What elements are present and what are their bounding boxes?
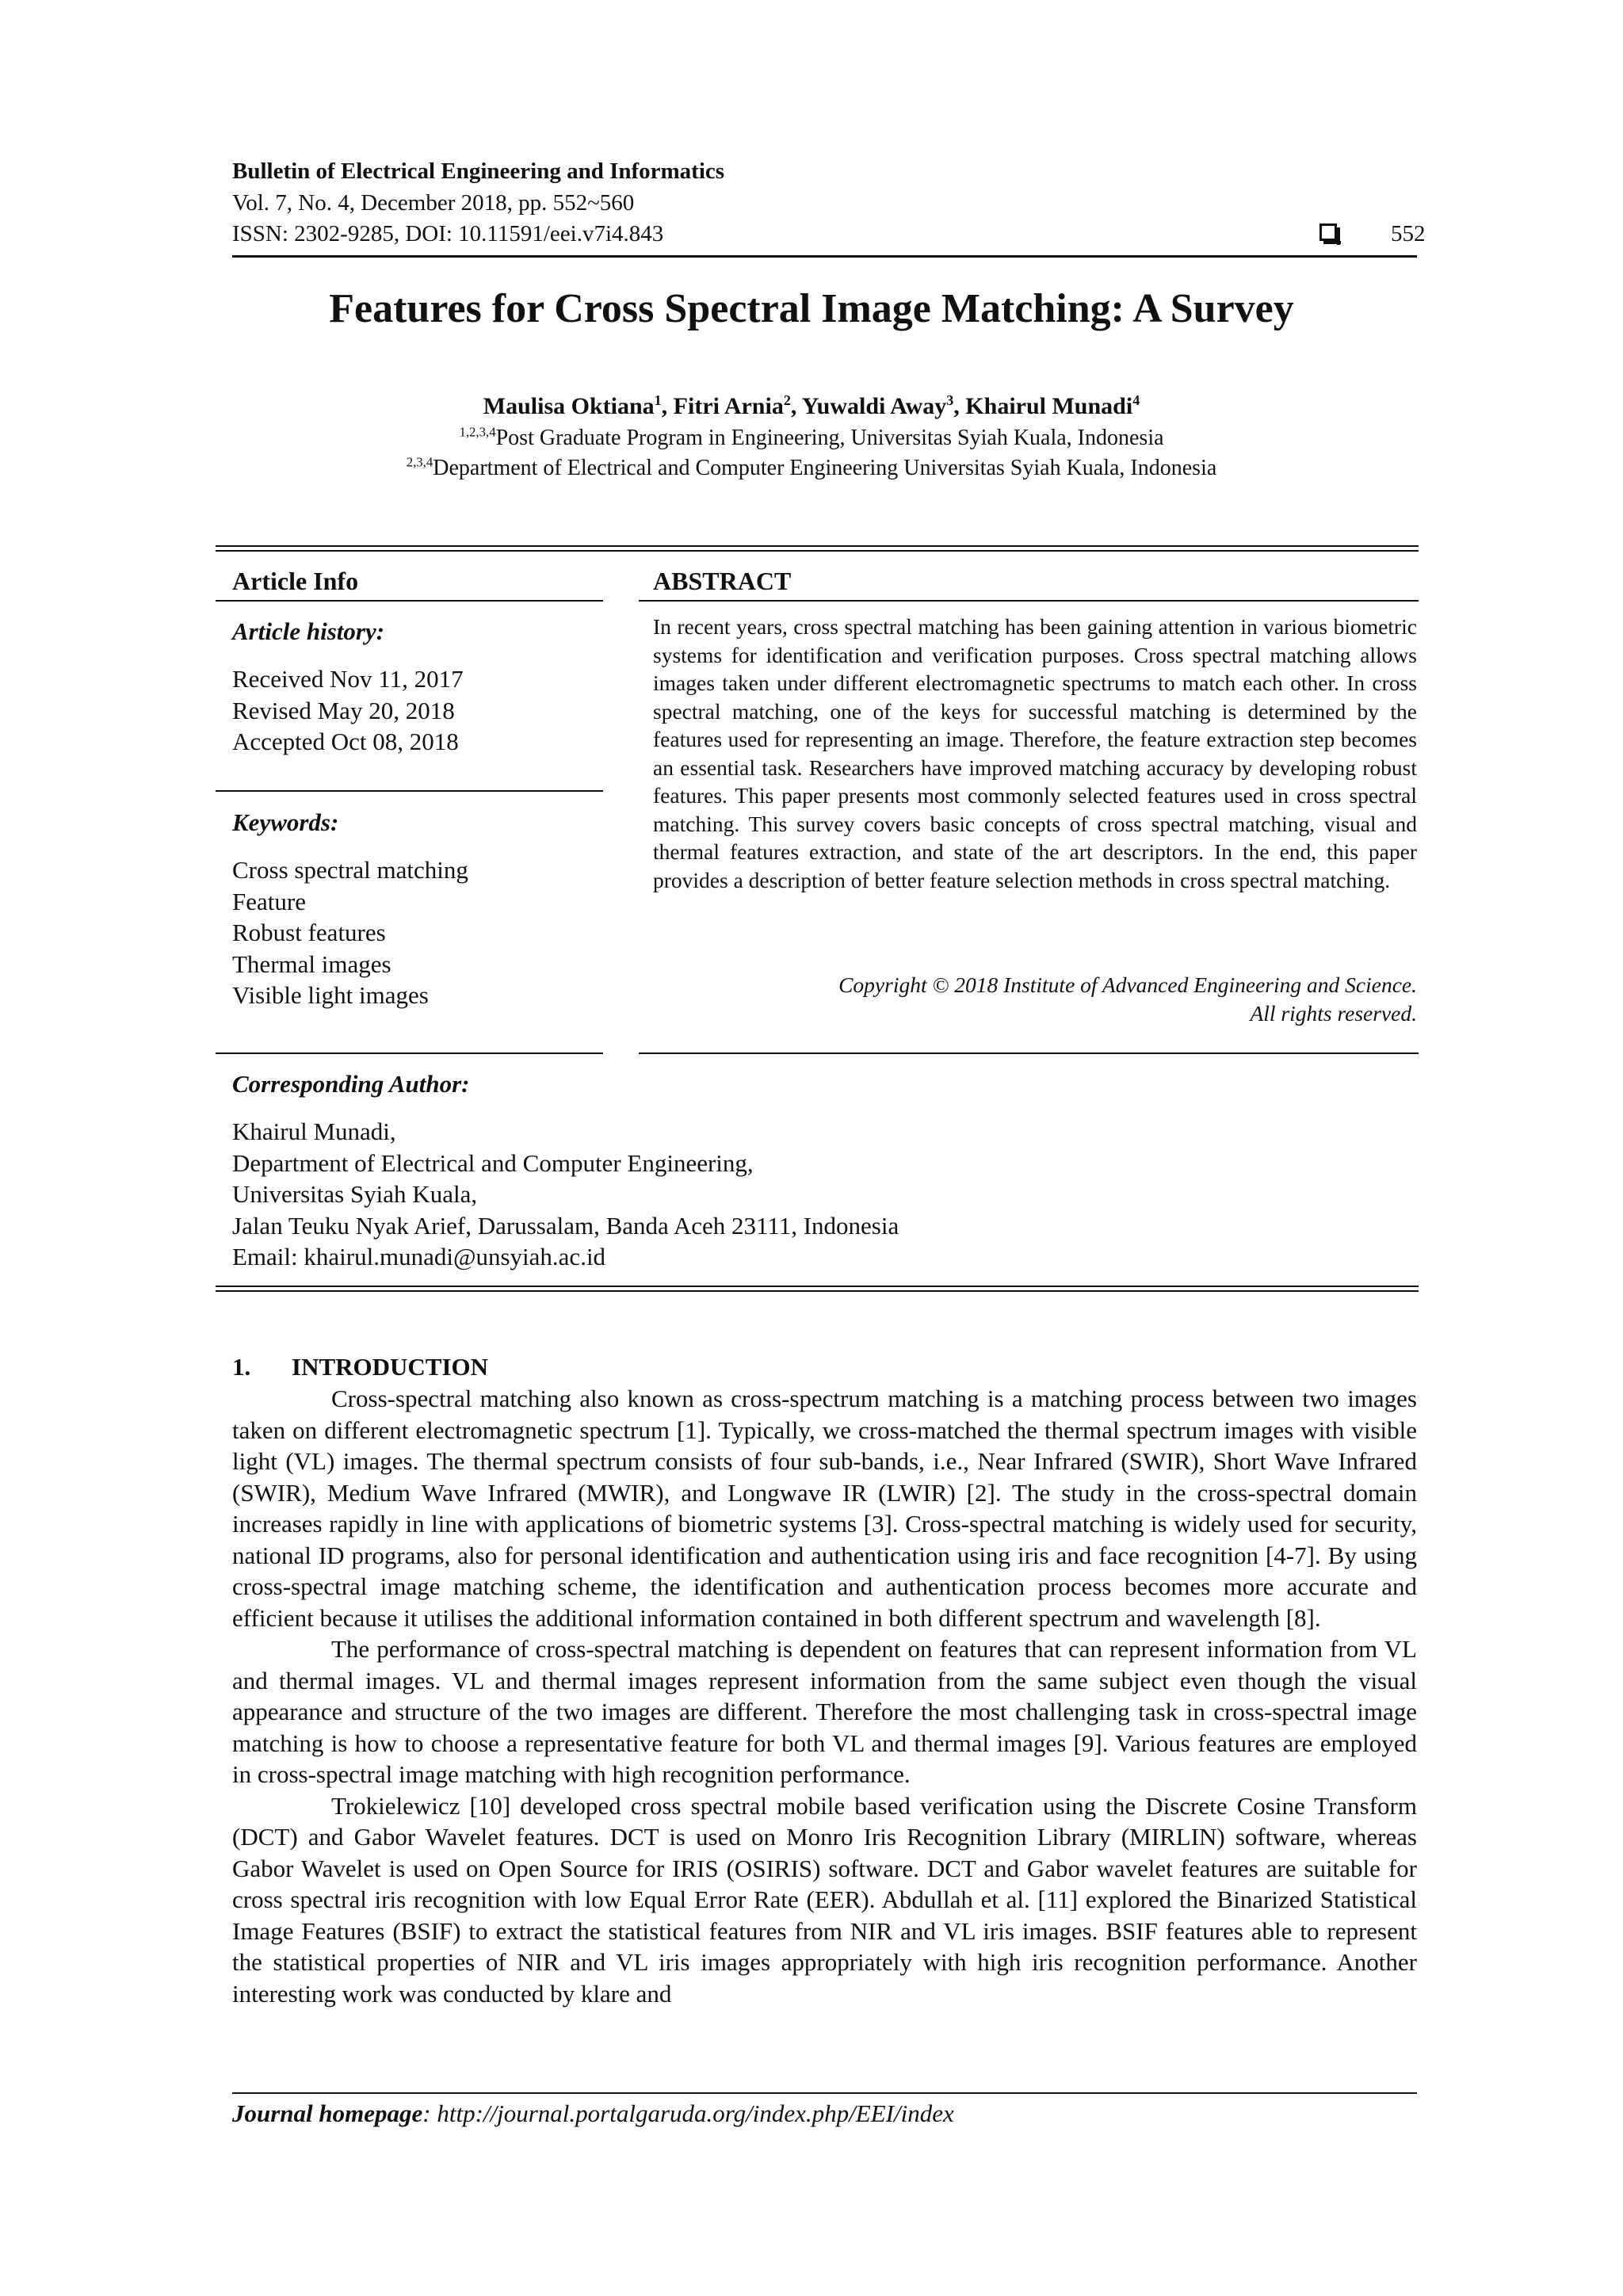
corresponding-line: Universitas Syiah Kuala, xyxy=(232,1180,478,1208)
info-box-top-rule xyxy=(216,550,1419,552)
affiliation xyxy=(0,423,1623,453)
paragraph: The performance of cross-spectral matching is dependent on features that can represent information from VL and thermal images. VL and thermal images represent information from the same subject even though the visual appearance and structure of the two images are different. Therefore the most challenging task in cross-spectral image matching is how to choose a representative feature for both VL and thermal images [9]. Various features are employed in cross-spectral image matching with high recognition performance. xyxy=(232,1635,1417,1788)
corresponding-line: Department of Electrical and Computer Engineering, xyxy=(232,1148,754,1177)
article-info-bottom-rule xyxy=(216,1052,603,1054)
info-box-top-rule xyxy=(216,545,1419,547)
keywords-rule xyxy=(216,790,603,792)
keyword: Robust features xyxy=(232,919,386,946)
article-history-heading: Article history: xyxy=(232,617,385,645)
abstract-bottom-rule xyxy=(639,1052,1419,1054)
copyright-notice xyxy=(653,971,1417,1027)
history-item: Received Nov 11, 2017 xyxy=(232,665,464,693)
corresponding-details xyxy=(232,1116,899,1273)
section-title: INTRODUCTION xyxy=(292,1353,489,1381)
journal-name: Bulletin of Electrical Engineering and Informatics xyxy=(232,159,725,184)
keyword: Visible light images xyxy=(232,981,429,1009)
article-info-rule xyxy=(216,600,603,602)
author: Khairul Munadi xyxy=(965,393,1133,419)
author-sup: 4 xyxy=(1132,392,1140,408)
keyword: Cross spectral matching xyxy=(232,856,468,884)
affiliation-text: Department of Electrical and Computer Engineering Universitas Syiah Kuala, Indonesia xyxy=(433,456,1217,480)
copyright-line: All rights reserved. xyxy=(1250,1000,1417,1026)
author-sup: 3 xyxy=(946,392,954,408)
corresponding-line: Khairul Munadi, xyxy=(232,1117,396,1145)
homepage-label: Journal homepage xyxy=(232,2099,423,2127)
article-history xyxy=(232,663,464,758)
introduction-body xyxy=(232,1383,1417,2009)
corresponding-line: Jalan Teuku Nyak Arief, Darussalam, Banda Aceh 23111, Indonesia xyxy=(232,1211,899,1240)
info-box-bottom-rule xyxy=(216,1286,1419,1287)
author-sup: 1 xyxy=(654,392,662,408)
paragraph: Cross-spectral matching also known as cross-spectrum matching is a matching process between two images taken on different electromagnetic spectrum [1]. Typically, we cross-matched the thermal spectrum images with visible light (VL) images. The thermal spectrum consists of four sub-bands, i.e., Near Infrared (SWIR), Short Wave Infrared (SWIR), Medium Wave Infrared (MWIR), and Longwave IR (LWIR) [2]. The study in the cross-spectral domain increases rapidly in line with applications of biometric systems [3]. Cross-spectral matching is widely used for security, national ID programs, also for personal identification and authentication using iris and face recognition [4-7]. By using cross-spectral image matching scheme, the identification and authentication process becomes more accurate and efficient because it utilises the additional information contained in both different spectrum and wavelength [8]. xyxy=(232,1385,1417,1632)
author: Yuwaldi Away xyxy=(801,393,947,419)
journal-homepage xyxy=(232,2098,954,2130)
info-box-bottom-rule xyxy=(216,1290,1419,1292)
corresponding-heading: Corresponding Author: xyxy=(232,1070,470,1098)
corresponding-line: Email: khairul.munadi@unsyiah.ac.id xyxy=(232,1243,606,1270)
keyword: Feature xyxy=(232,887,306,915)
keyword: Thermal images xyxy=(232,949,391,978)
keywords-heading: Keywords: xyxy=(232,808,339,836)
journal-issn: ISSN: 2302-9285, DOI: 10.11591/eei.v7i4.843 xyxy=(232,221,664,246)
affiliation-text: Post Graduate Program in Engineering, Universitas Syiah Kuala, Indonesia xyxy=(495,426,1164,450)
author-sup: 2 xyxy=(783,392,791,408)
section-number: 1. xyxy=(232,1353,251,1381)
header-rule xyxy=(232,255,1417,258)
author: Maulisa Oktiana xyxy=(483,393,655,419)
author-list: Maulisa Oktiana$^1$, Fitri Arnia$^2$, Yuwaldi Away$^3$, Khairul Munadi$^4$ xyxy=(483,392,1140,419)
homepage-url[interactable]: : http://journal.portalgaruda.org/index.php/EEI/index xyxy=(422,2099,954,2127)
journal-volume: Vol. 7, No. 4, December 2018, pp. 552~560 xyxy=(232,190,635,216)
author: Fitri Arnia xyxy=(673,393,784,419)
affiliation-sup: 1,2,3,4 xyxy=(459,424,496,440)
affiliation xyxy=(0,453,1623,483)
abstract-text: In recent years, cross spectral matching has been gaining attention in various biometric systems for identification and verification purposes. Cross spectral matching allows images taken under different electromagnetic spectrums to match each other. In cross spectral matching, one of the keys for successful matching is determined by the features used for representing an image. Therefore, the feature extraction step becomes an essential task. Researchers have improved matching accuracy by developing robust features. This paper presents most commonly selected features used in cross spectral matching. This survey covers basic concepts of cross spectral matching, visual and thermal features extraction, and state of the art descriptors. In the end, this paper provides a description of better feature selection methods in cross spectral matching. xyxy=(653,614,1417,892)
paragraph: Trokielewicz [10] developed cross spectral mobile based verification using the Discrete Cosine Transform (DCT) and Gabor Wavelet features. DCT is used on Monro Iris Recognition Library (MIRLIN) software, whereas Gabor Wavelet is used on Open Source for IRIS (OSIRIS) software. DCT and Gabor wavelet features are suitable for cross spectral iris recognition with low Equal Error Rate (EER). Abdullah et al. [11] explored the Binarized Statistical Image Features (BSIF) to extract the statistical features from NIR and VL iris images. BSIF features able to represent the statistical properties of NIR and VL iris images appropriately with high iris recognition performance. Another interesting work was conducted by klare and xyxy=(232,1791,1417,2008)
abstract-heading: ABSTRACT xyxy=(653,567,792,595)
copyright-line: Copyright © 2018 Institute of Advanced Engineering and Science. xyxy=(838,972,1417,997)
paper-title: Features for Cross Spectral Image Matching: A Survey xyxy=(329,286,1294,331)
abstract-rule xyxy=(639,600,1419,602)
history-item: Accepted Oct 08, 2018 xyxy=(232,728,459,755)
section-heading xyxy=(232,1351,488,1383)
keywords-list xyxy=(232,854,468,1011)
affiliation-sup: 2,3,4 xyxy=(406,454,433,470)
footer-rule xyxy=(232,2092,1417,2094)
box-icon xyxy=(1319,223,1337,241)
history-item: Revised May 20, 2018 xyxy=(232,696,455,724)
page-number: 552 xyxy=(1391,221,1426,246)
article-info-heading: Article Info xyxy=(232,567,359,595)
